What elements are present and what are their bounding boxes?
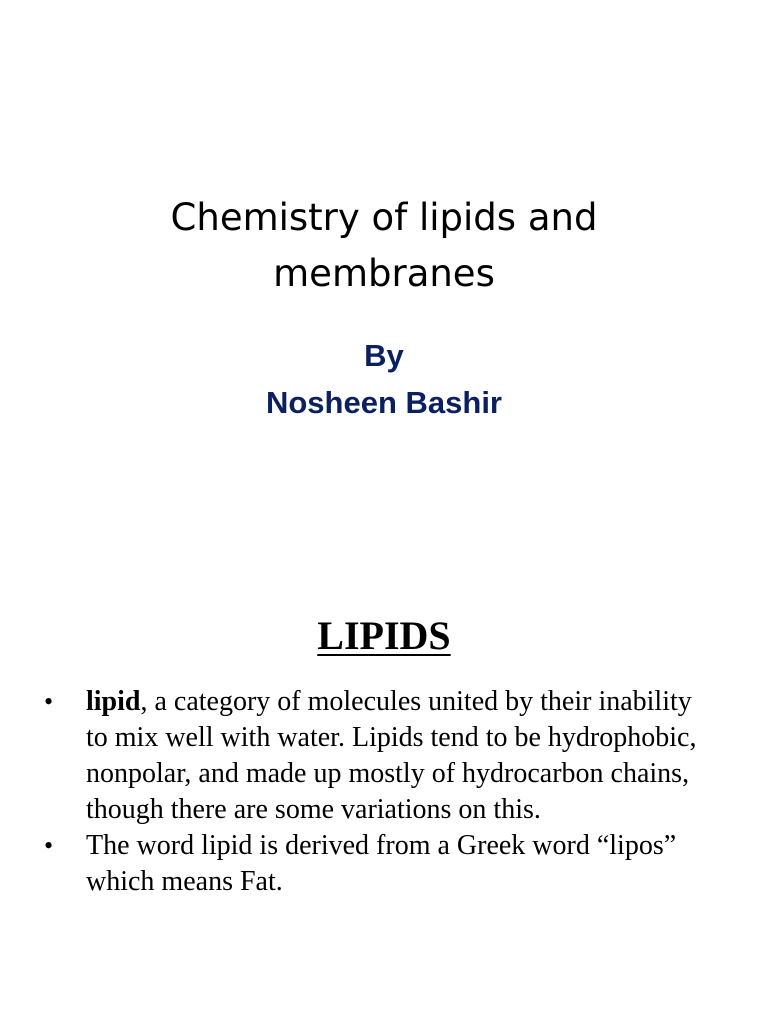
list-item — [44, 828, 744, 900]
slide-title-line: Chemistry of lipids and — [170, 196, 598, 239]
bullet-icon: • — [44, 687, 54, 716]
bullet-line: which means Fat. — [86, 866, 283, 897]
bullet-text: , a category of molecules united by their inability — [140, 686, 692, 717]
bullet-line: to mix well with water. Lipids tend to be hydrophobic, — [86, 722, 697, 753]
bullet-line — [86, 684, 744, 720]
lipids-slide — [0, 512, 768, 1024]
bullet-icon: • — [44, 831, 54, 860]
section-heading: LIPIDS — [317, 613, 451, 658]
author-name: Nosheen Bashir — [265, 385, 502, 420]
author-byline — [0, 332, 768, 426]
bold-term: lipid — [86, 686, 141, 717]
bullet-line: though there are some variations on this. — [86, 794, 541, 825]
bullet-line: The word lipid is derived from a Greek word “lipos” — [86, 830, 677, 861]
list-item — [44, 684, 744, 828]
bullet-list — [44, 684, 744, 900]
byline-label: By — [364, 338, 404, 373]
slide-title-line: membranes — [273, 252, 495, 295]
slide-title — [0, 190, 768, 302]
bullet-line: nonpolar, and made up mostly of hydrocarbon chains, — [86, 758, 690, 789]
